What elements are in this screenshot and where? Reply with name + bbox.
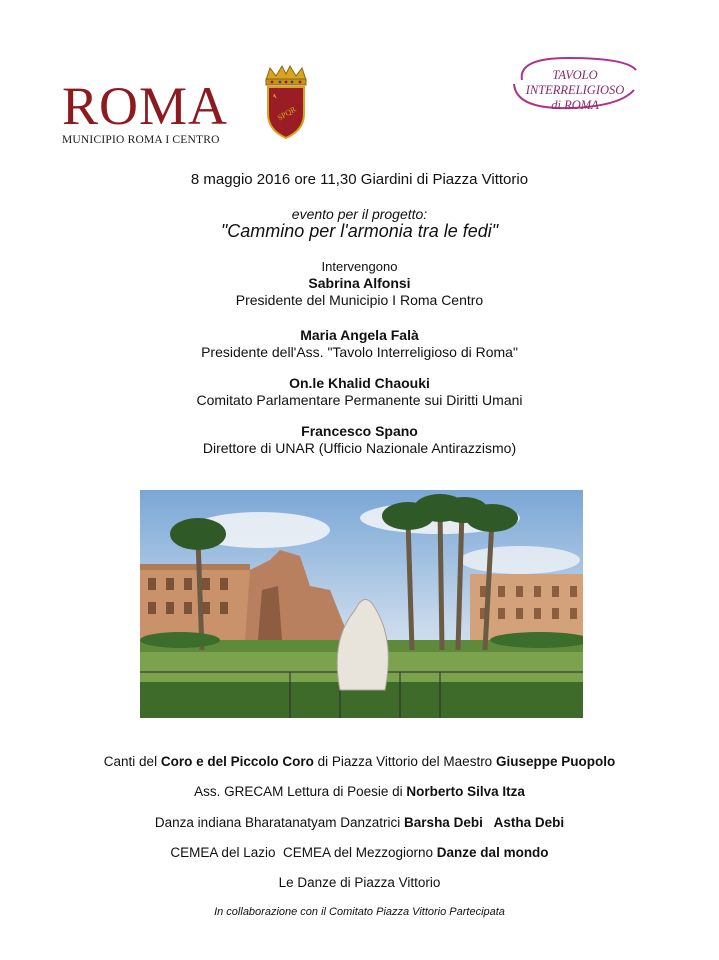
speaker-role: Comitato Parlamentare Permanente sui Diritti Umani [196, 392, 523, 408]
speaker-block [0, 275, 719, 309]
program-line [0, 845, 719, 860]
program-text: Le Danze di Piazza Vittorio [278, 875, 441, 890]
tavolo-logo-text [508, 68, 642, 113]
roma-municipio-logo [62, 78, 228, 146]
roma-logo-word: ROMA [62, 76, 229, 136]
speakers-heading: Intervengono [321, 259, 398, 274]
tavolo-line-2: di ROMA [551, 98, 599, 112]
speaker-role: Presidente del Municipio I Roma Centro [235, 292, 484, 308]
program-line [0, 875, 719, 890]
program-text: CEMEA del Lazio CEMEA del Mezzogiorno [170, 845, 437, 860]
speaker-name: Francesco Spano [301, 423, 418, 439]
program-highlight: Danze dal mondo [436, 845, 549, 860]
speaker-block [0, 327, 719, 361]
speaker-role: Presidente dell'Ass. "Tavolo Interreligioso di Roma" [201, 344, 518, 360]
event-date-line: 8 maggio 2016 ore 11,30 Giardini di Piazza Vittorio [190, 171, 529, 188]
speaker-name: Maria Angela Falà [300, 327, 419, 343]
program-line [0, 815, 719, 830]
program-text: Danza indiana Bharatanatyam Danzatrici [154, 815, 405, 830]
piazza-vittorio-garden-photo-icon [140, 490, 583, 718]
roma-logo-subtitle: MUNICIPIO ROMA I CENTRO [62, 134, 220, 146]
program-line [0, 784, 719, 799]
program-highlight: Giuseppe Puopolo [495, 754, 616, 769]
program-text: di Piazza Vittorio del Maestro [313, 754, 496, 769]
tavolo-line-1: TAVOLO INTERRELIGIOSO [525, 68, 625, 97]
speaker-name: Sabrina Alfonsi [308, 275, 411, 291]
program-highlight: Coro e del Piccolo Coro [160, 754, 314, 769]
speaker-name: On.le Khalid Chaouki [289, 375, 430, 391]
collaboration-note: In collaborazione con il Comitato Piazza Vittorio Partecipata [214, 906, 505, 918]
program-highlight: Norberto Silva Itza [406, 784, 525, 799]
piazza-vittorio-photo [140, 490, 583, 718]
crest-spqr-text: SPQR [275, 104, 298, 123]
program-line [0, 754, 719, 769]
speaker-role: Direttore di UNAR (Ufficio Nazionale Antirazzismo) [202, 440, 517, 456]
program-highlight: Barsha Debi Astha Debi [404, 815, 565, 830]
program-text: Ass. GRECAM Lettura di Poesie di [194, 784, 407, 799]
project-title: "Cammino per l'armonia tra le fedi" [220, 221, 499, 241]
tavolo-interreligioso-logo [508, 50, 642, 114]
speaker-block [0, 375, 719, 409]
program-text: Canti del [103, 754, 161, 769]
spqr-crest-icon [262, 64, 310, 140]
speaker-block [0, 423, 719, 457]
event-intro: evento per il progetto: [291, 206, 428, 222]
